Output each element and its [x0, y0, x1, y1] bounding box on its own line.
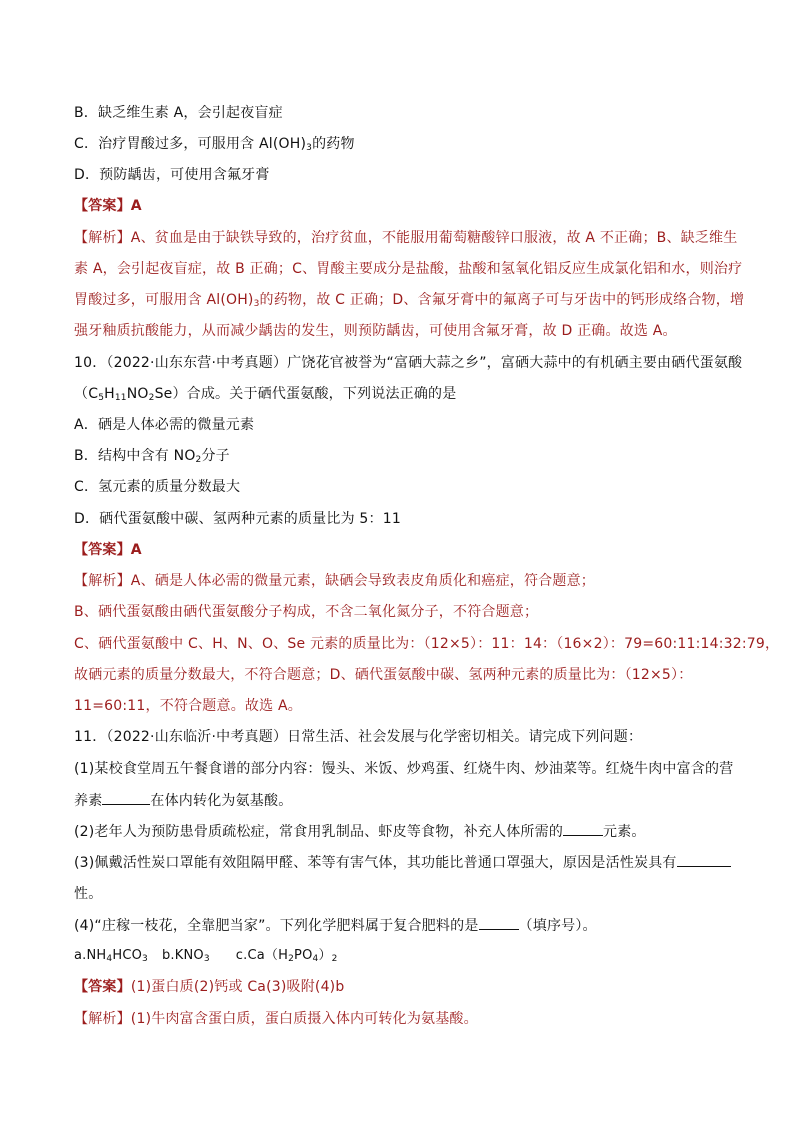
q9-analysis-line-3: [74, 290, 744, 310]
q9-option-b: B．缺乏维生素 A，会引起夜盲症: [74, 105, 283, 121]
choice-c-subscript: 2: [288, 954, 295, 964]
q9-analysis-line-1: 【解析】A、贫血是由于缺铁导致的，治疗贫血，不能服用葡萄糖酸锌口服液，故 A 不正确；B、缺乏维生: [74, 230, 738, 246]
answer-blank-1: [102, 790, 150, 805]
q10-analysis-line-2: B、硒代蛋氨酸由硒代蛋氨酸分子构成，不含二氧化氮分子，不符合题意；: [74, 604, 539, 620]
choice-c-subscript: 4: [312, 954, 319, 964]
q11-part-2: [74, 821, 646, 842]
q10-analysis-line-5: 11=60:11，不符合题意。故选 A。: [74, 698, 302, 714]
q10-option-a: A．硒是人体必需的微量元素: [74, 417, 255, 433]
choice-a: [74, 948, 148, 963]
q11-choices: [74, 946, 338, 966]
q10-formula-part: （C: [74, 386, 99, 402]
q10-analysis-line-3: C、硒代蛋氨酸中 C、H、N、O、Se 元素的质量比为：（12×5）：11：14：（16×2）：79=60:11:14:32:79，: [74, 636, 780, 652]
q9-analysis-subscript: 3: [253, 299, 260, 309]
q10-analysis-line-1: 【解析】A、硒是人体必需的微量元素，缺硒会导致表皮角质化和癌症，符合题意；: [74, 573, 595, 589]
q11-part-3-line-1: [74, 852, 731, 873]
q9-analysis-line-3-text: 胃酸过多，可服用含 Al(OH): [74, 292, 254, 308]
q11-part-3-text: (3)佩戴活性炭口罩能有效阻隔甲醛、苯等有害气体，其功能比普通口罩强大，原因是活性炭具有: [74, 855, 677, 871]
q11-stem: 11．（2022·山东临沂·中考真题）日常生活、社会发展与化学密切相关。请完成下列问题：: [74, 729, 643, 745]
choice-c-text: ）: [318, 948, 332, 963]
q9-analysis-line-4: 强牙釉质抗酸能力，从而减少龋齿的发生，则预防龋齿，可使用含氟牙膏，故 D 正确。故选 A。: [74, 323, 677, 339]
q10-option-b-subscript: 2: [195, 455, 202, 465]
q10-formula-subscript: 2: [148, 393, 155, 403]
choice-a-subscript: 3: [142, 954, 148, 964]
q11-part-3-line-2: 性。: [74, 886, 103, 902]
q11-part-1-text: 养素: [74, 793, 103, 809]
q9-option-c-subscript: 3: [306, 143, 313, 153]
choice-c-text: PO: [294, 948, 313, 963]
answer-blank-3: [677, 852, 731, 867]
q9-option-d: D．预防龋齿，可使用含氟牙膏: [74, 167, 270, 183]
q11-answer-label: 【答案】: [74, 979, 131, 995]
q10-formula-subscript: 11: [114, 393, 127, 403]
q10-option-c: C．氢元素的质量分数最大: [74, 479, 241, 495]
q11-part-2-text: (2)老年人为预防患骨质疏松症，常食用乳制品、虾皮等食物，补充人体所需的: [74, 824, 564, 840]
q10-formula-part: NO: [126, 386, 149, 402]
q10-option-d: D．硒代蛋氨酸中碳、氢两种元素的质量比为 5：11: [74, 511, 401, 527]
q11-analysis: 【解析】(1)牛肉富含蛋白质，蛋白质摄入体内可转化为氨基酸。: [74, 1011, 478, 1027]
answer-blank-4: [479, 915, 519, 930]
q10-option-b-text: B．结构中含有 NO: [74, 448, 196, 464]
choice-b-text: b.KNO: [161, 948, 204, 963]
q9-analysis-line-3-text-end: 的药物，故 C 正确；D、含氟牙膏中的氟离子可与牙齿中的钙形成络合物，增: [259, 292, 745, 308]
choice-c-text: c.Ca（H: [235, 948, 289, 963]
q10-formula-subscript: 5: [98, 393, 105, 403]
choice-c: [236, 948, 338, 963]
q11-part-4-text: (4)“庄稼一枝花，全靠肥当家”。下列化学肥料属于复合肥料的是: [74, 918, 479, 934]
q11-part-1-text-end: 在体内转化为氨基酸。: [150, 793, 293, 809]
q11-part-4: [74, 915, 597, 936]
choice-a-subscript: 4: [106, 954, 113, 964]
q10-option-b: [74, 446, 230, 466]
q11-part-1-line-2: [74, 790, 292, 811]
q11-answer-text: (1)蛋白质(2)钙或 Ca(3)吸附(4)b: [130, 979, 345, 995]
q9-option-c-text-end: 的药物: [312, 136, 355, 152]
choice-a-text: a.NH: [74, 948, 107, 963]
answer-blank-2: [563, 821, 603, 836]
choice-b: [162, 948, 210, 963]
q9-option-c: [74, 134, 355, 154]
q9-analysis-line-2: 素 A，会引起夜盲症，故 B 正确；C、胃酸主要成分是盐酸，盐酸和氢氧化铝反应生成氯化铝和水，则治疗: [74, 261, 743, 277]
q9-option-c-text: C．治疗胃酸过多，可服用含 Al(OH): [74, 136, 307, 152]
choice-b-subscript: 3: [203, 954, 210, 964]
choice-a-text: HCO: [112, 948, 143, 963]
choice-c-subscript: 2: [331, 954, 338, 964]
q11-part-2-text-end: 元素。: [603, 824, 646, 840]
q11-part-4-text-end: （填序号）。: [518, 918, 597, 934]
q10-answer: 【答案】A: [74, 542, 142, 558]
q9-answer: 【答案】A: [74, 198, 142, 214]
q10-stem-line-1: 10．（2022·山东东营·中考真题）广饶花官被誉为“富硒大蒜之乡”，富硒大蒜中的有机硒主要由硒代蛋氨酸: [74, 355, 743, 371]
q10-analysis-line-4: 故硒元素的质量分数最大，不符合题意；D、硒代蛋氨酸中碳、氢两种元素的质量比为：（12×5）：: [74, 667, 693, 683]
q10-option-b-text-end: 分子: [201, 448, 230, 464]
q11-part-1-line-1: (1)某校食堂周五午餐食谱的部分内容：馒头、米饭、炒鸡蛋、红烧牛肉、炒油菜等。红烧牛肉中富含的营: [74, 761, 734, 777]
q11-answer: [74, 977, 344, 997]
q10-stem-text: Se）合成。关于硒代蛋氨酸，下列说法正确的是: [154, 386, 457, 402]
q10-stem-line-2: [74, 384, 456, 404]
q10-formula-part: H: [104, 386, 115, 402]
